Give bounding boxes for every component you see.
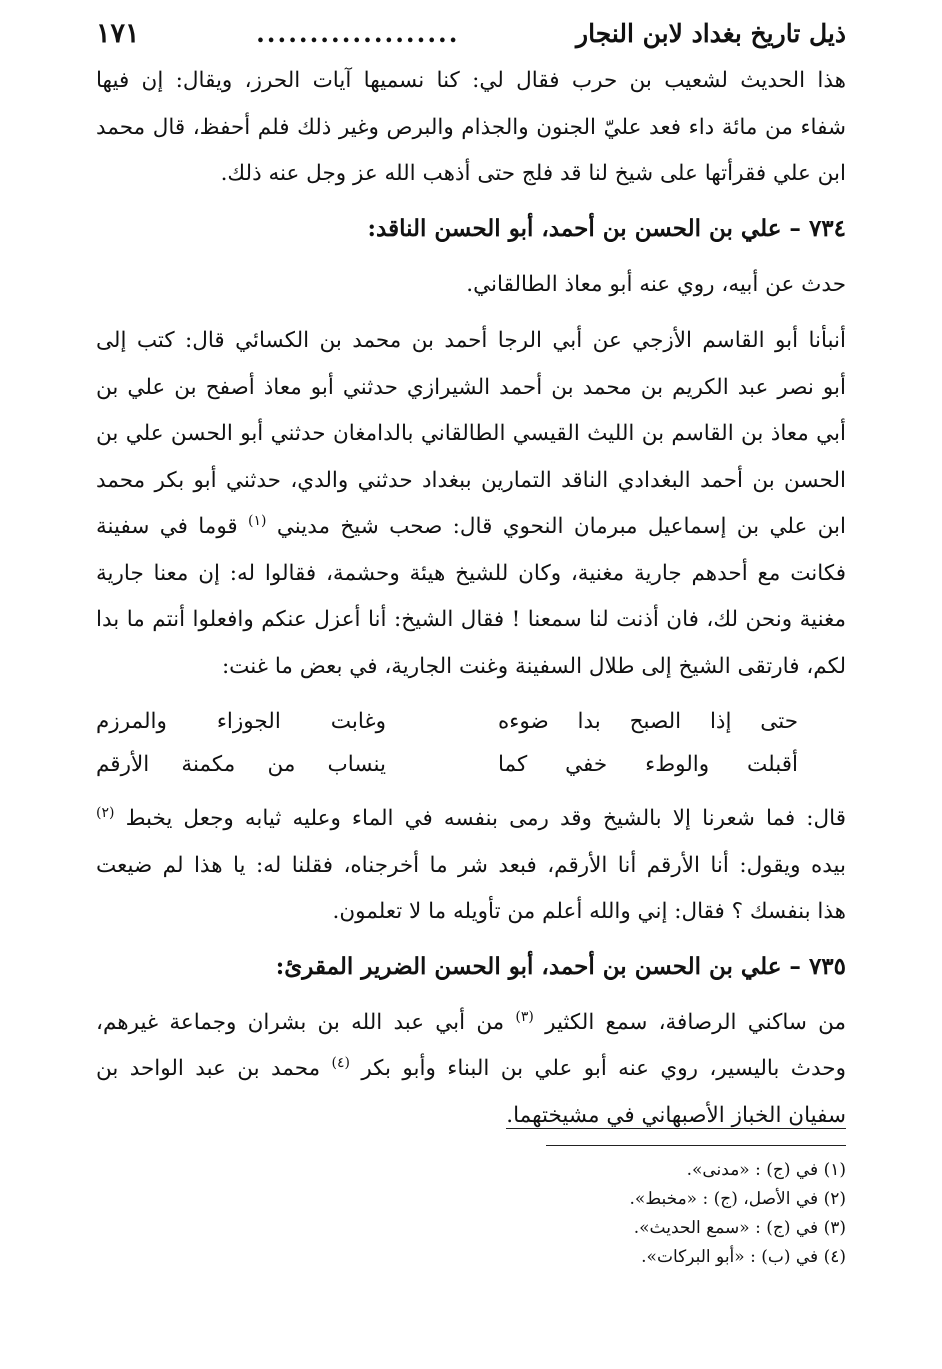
footnote: (٤) في (ب) : «أبو البركات». — [641, 1247, 846, 1267]
running-header — [96, 18, 846, 58]
paragraph-story-end — [96, 796, 846, 936]
text-segment: قال: فما شعرنا إلا بالشيخ وقد رمى بنفسه في الماء وعليه ثيابه وجعل يخبط — [125, 806, 846, 831]
verse-line — [96, 700, 846, 743]
page — [96, 18, 846, 1272]
text-line: حدث عن أبيه، روي عنه أبو معاذ الطالقاني. — [466, 271, 846, 297]
text-line: هذا بنفسك ؟ فقال: إني والله أعلم من تأويله ما لا تعلمون. — [332, 899, 846, 924]
text-segment: محمد بن عبد الواحد بن — [96, 1056, 321, 1081]
verse-first-hemistich: حتى إذا الصبح بدا ضوءه — [498, 709, 798, 734]
text-line: أبو نصر عبد الكريم بن محمد بن أحمد الشيرازي حدثني أبو معاذ أصفح بن علي بن — [96, 374, 846, 400]
text-line — [96, 504, 846, 551]
text-line: لكم، فارتقى الشيخ إلى طلال السفينة وغنت الجارية، في بعض ما غنت: — [221, 653, 846, 679]
poem-verses — [96, 700, 846, 786]
verse-first-hemistich: أقبلت والوطء خفي كما — [498, 752, 798, 777]
text-line: بيده ويقول: أنا الأرقم أنا الأرقم، فبعد شر ما أخرجناه، فقلنا له: يا هذا لم ضيعت — [96, 852, 846, 878]
verse-second-hemistich: وغابت الجوزاء والمرزم — [96, 709, 386, 734]
entry-heading-734: ٧٣٤ – علي بن الحسن بن أحمد، أبو الحسن الناقد: — [367, 214, 846, 242]
footnote: (٣) في (ج) : «سمع الحديث». — [633, 1218, 846, 1238]
text-line — [96, 1000, 846, 1047]
text-line: أنبأنا أبو القاسم الأزجي عن أبي الرجا أحمد بن محمد بن الكسائي قال: كتب إلى — [96, 328, 846, 353]
entry-heading-735: ٧٣٥ – علي بن الحسن بن أحمد، أبو الحسن الضرير المقرئ: — [275, 952, 846, 980]
text-line: مغنية ونحن لك، فان أذنت لنا سمعنا ! فقال الشيخ: أنا أعزل عنكم وافعلوا أنتم ما بدا — [96, 607, 846, 632]
footnote-divider — [546, 1145, 846, 1146]
footnote-ref-2: (٢) — [96, 804, 115, 821]
book-title: ذيل تاريخ بغداد لابن النجار — [576, 19, 846, 48]
paragraph-isnad — [96, 318, 846, 690]
text-line: هذا الحديث لشعيب بن حرب فقال لي: كنا نسميها آيات الحرز، ويقال: إن فيها — [96, 68, 846, 93]
footnote-ref-3: (٣) — [515, 1008, 534, 1025]
footnote-ref-4: (٤) — [331, 1054, 350, 1071]
text-line — [96, 796, 846, 843]
text-line: شفاء من مائة داء فعد عليّ الجنون والجذام والبرص وغير ذلك فلم أحفظ، قال محمد — [96, 114, 846, 140]
text-line — [96, 1046, 846, 1093]
footnote: (١) في (ج) : «مدنى». — [686, 1160, 846, 1180]
text-line: الحسن بن أحمد البغدادي الناقد التمارين ببغداد حدثني والدي، حدثني أبو بكر محمد — [96, 467, 846, 493]
paragraph-continuation — [96, 58, 846, 198]
text-segment: من ساكني الرصافة، سمع الكثير — [545, 1009, 846, 1035]
verse-line — [96, 743, 846, 786]
header-leader-dots: ................... — [256, 19, 460, 48]
text-line: فكانت مع أحدهم جارية مغنية، وكان للشيخ هيئة وحشمة، فقالوا له: إن معنا جارية — [96, 560, 846, 586]
paragraph-entry-735 — [96, 1000, 846, 1140]
page-number: ١٧١ — [96, 18, 140, 49]
paragraph-entry-734-intro — [96, 262, 846, 309]
text-segment: ابن علي بن إسماعيل مبرمان النحوي قال: صحب شيخ مديني — [276, 514, 846, 539]
text-segment: سفيان الخباز الأصبهاني في مشيختهما. — [506, 1102, 846, 1128]
text-line — [96, 1093, 846, 1140]
text-segment: من أبي عبد الله بن بشران وجماعة غيرهم، — [96, 1009, 505, 1035]
text-line: أبي معاذ بن القاسم بن الليث القيسي الطالقاني بالدامغان حدثني أبو الحسن علي بن — [96, 421, 846, 446]
footnote: (٢) في الأصل، (ج) : «مخبط». — [629, 1189, 846, 1209]
text-segment: وحدث باليسير، روي عنه أبو علي بن البناء وأبو بكر — [361, 1056, 846, 1081]
verse-second-hemistich: ينساب من مكمنة الأرقم — [96, 752, 386, 777]
footnote-ref-1: (١) — [248, 512, 267, 529]
footnotes — [96, 1156, 846, 1272]
text-line: ابن علي فقرأتها على شيخ لنا قد فلج حتى أذهب الله عز وجل عنه ذلك. — [220, 161, 846, 186]
text-segment: قوما في سفينة — [96, 514, 238, 539]
